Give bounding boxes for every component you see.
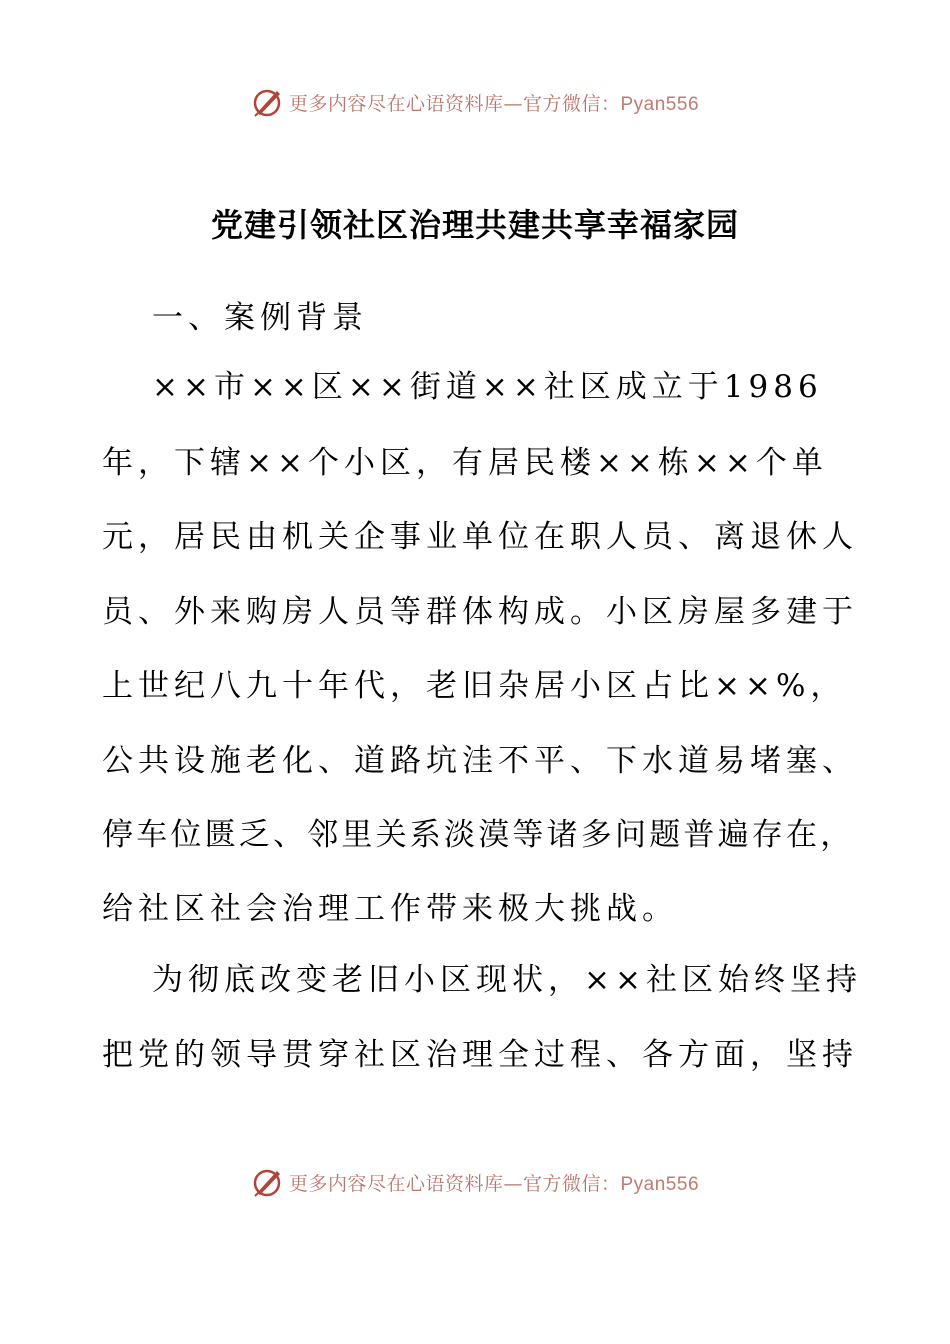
header-watermark-banner xyxy=(0,82,950,122)
paragraph-line: 员、外来购房人员等群体构成。小区房屋多建于 xyxy=(102,594,858,630)
pen-quill-logo-icon xyxy=(251,1165,285,1199)
paragraph-line: 为彻底改变老旧小区现状，××社区始终坚持 xyxy=(152,962,862,998)
footer-watermark-banner xyxy=(0,1162,950,1202)
paragraph-line: 年，下辖××个小区，有居民楼××栋××个单 xyxy=(102,445,828,481)
watermark-text xyxy=(289,89,699,116)
paragraph-line: 停车位匮乏、邻里关系淡漠等诸多问题普遍存在， xyxy=(102,817,855,853)
paragraph-line: 元，居民由机关企事业单位在职人员、离退休人 xyxy=(102,519,858,555)
watermark-text xyxy=(289,1169,699,1196)
watermark-text-cn: 更多内容尽在心语资料库—官方微信： xyxy=(288,92,621,115)
paragraph-line: 上世纪八九十年代，老旧杂居小区占比××%， xyxy=(102,668,847,704)
paragraph-line: 公共设施老化、道路坑洼不平、下水道易堵塞、 xyxy=(102,743,858,779)
watermark-text-cn: 更多内容尽在心语资料库—官方微信： xyxy=(288,1172,621,1195)
paragraph-line: ××市××区××街道××社区成立于1986 xyxy=(152,369,823,405)
paragraph-line: 给社区社会治理工作带来极大挑战。 xyxy=(102,891,678,927)
watermark-wechat-id: Pyan556 xyxy=(620,93,700,115)
paragraph-line: 把党的领导贯穿社区治理全过程、各方面，坚持 xyxy=(102,1037,858,1073)
section-heading: 一、案例背景 xyxy=(152,300,368,336)
watermark-wechat-id: Pyan556 xyxy=(620,1173,700,1195)
pen-quill-logo-icon xyxy=(251,85,285,119)
document-title: 党建引领社区治理共建共享幸福家园 xyxy=(210,206,739,244)
